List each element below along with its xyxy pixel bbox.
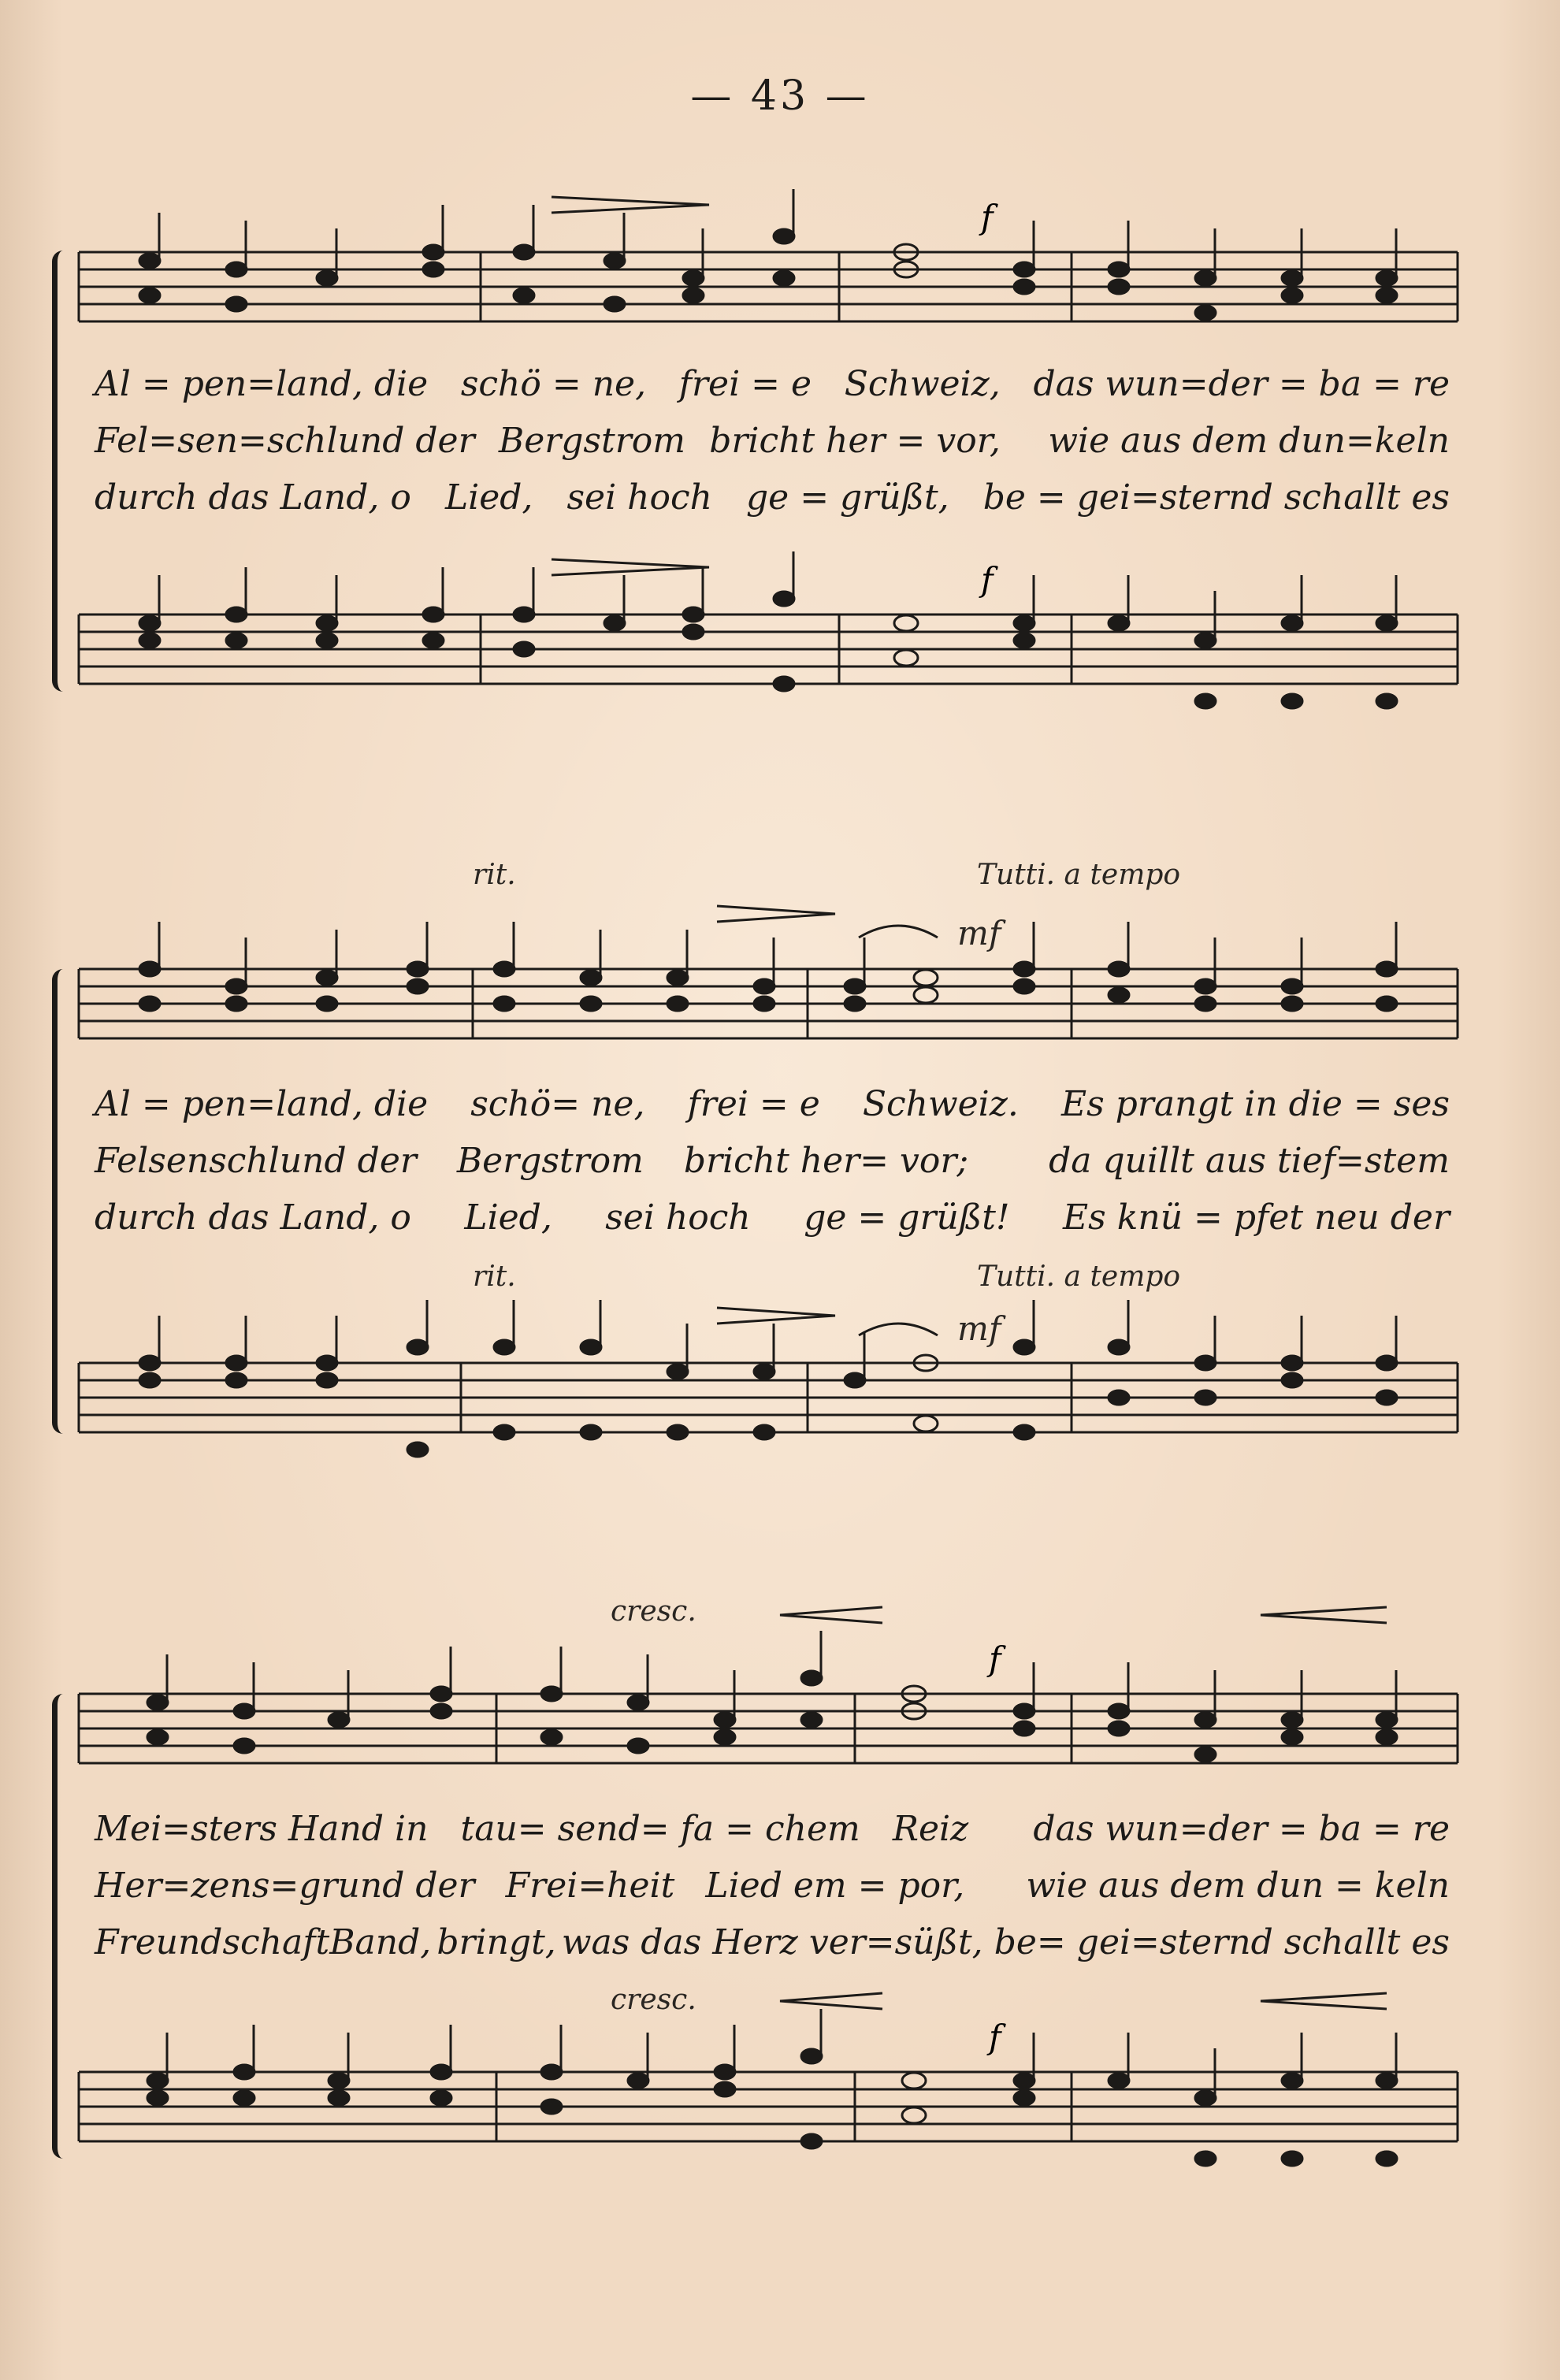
lyric-word: Mei=sters Hand in xyxy=(95,1809,429,1849)
lower-staff xyxy=(0,560,1560,733)
lyric-word: Schweiz, xyxy=(844,364,1001,404)
lyric-word: bricht her = vor, xyxy=(709,421,1001,461)
lyric-word: be= gei=sternd schallt es xyxy=(994,1922,1450,1962)
dynamic-forte: f xyxy=(989,2018,1001,2056)
lower-staff xyxy=(0,2018,1560,2190)
dynamic-forte: f xyxy=(989,1639,1001,1678)
lyric-line xyxy=(95,1084,1450,1134)
lyric-word: wie aus dem dun=keln xyxy=(1048,421,1450,461)
lyric-word: be = gei=sternd schallt es xyxy=(982,477,1450,518)
tempo-marking: Tutti. a tempo xyxy=(977,1261,1181,1293)
lyric-line xyxy=(95,477,1450,528)
lyric-word: frei = e xyxy=(678,364,812,404)
ritardando-marking: rit. xyxy=(473,859,516,891)
lyric-word: tau= send= fa = chem xyxy=(460,1809,860,1849)
lyric-word: schö= ne, xyxy=(470,1084,645,1124)
dynamic-forte: f xyxy=(981,198,994,236)
lyric-word: Her=zens=grund der xyxy=(95,1866,475,1906)
dynamic-mezzoforte: mf xyxy=(957,914,1001,952)
lyric-line xyxy=(95,421,1450,471)
upper-staff xyxy=(0,198,1560,370)
lyric-word: Lied, xyxy=(464,1197,552,1238)
crescendo-marking: cresc. xyxy=(611,1984,696,2016)
lyric-word: durch das Land, o xyxy=(95,477,411,518)
lyric-word: Lied, xyxy=(444,477,533,518)
lyric-word: Frei=heit xyxy=(505,1866,675,1906)
lyric-word: da quillt aus tief=stem xyxy=(1049,1141,1450,1181)
upper-staff xyxy=(0,1639,1560,1812)
lyric-word: sei hoch xyxy=(566,477,712,518)
dynamic-mezzoforte: mf xyxy=(957,1309,1001,1348)
lyric-word: durch das Land, o xyxy=(95,1197,411,1238)
ritardando-marking: rit. xyxy=(473,1261,516,1293)
lyric-word: Al = pen=land, die xyxy=(95,1084,429,1124)
lyric-word: Lied em = por, xyxy=(705,1866,965,1906)
lyric-word: Reiz xyxy=(892,1809,969,1849)
lyric-word: Bergstrom xyxy=(456,1141,644,1181)
lyric-line xyxy=(95,1197,1450,1248)
crescendo-marking: cresc. xyxy=(611,1595,696,1628)
lyric-word: bricht her= vor; xyxy=(683,1141,969,1181)
tempo-marking: Tutti. a tempo xyxy=(977,859,1181,891)
lyric-word: ge = grüßt! xyxy=(804,1197,1010,1238)
lyric-word: Felsenschlund der xyxy=(95,1141,417,1181)
lyric-line xyxy=(95,1141,1450,1191)
lyric-word: Es prangt in die = ses xyxy=(1060,1084,1450,1124)
lyric-word: was das Herz ver=süßt, xyxy=(561,1922,983,1962)
lyric-line xyxy=(95,1809,1450,1859)
lyric-word: FreundschaftBand, xyxy=(95,1922,432,1962)
lyric-word: bringt, xyxy=(436,1922,556,1962)
lyric-word: Bergstrom xyxy=(498,421,685,461)
lyric-word: Schweiz. xyxy=(862,1084,1019,1124)
lyric-line xyxy=(95,1866,1450,1916)
lyric-line xyxy=(95,364,1450,414)
lower-staff xyxy=(0,1347,1560,1481)
lyric-word: das wun=der = ba = re xyxy=(1033,364,1450,404)
lyric-word: sei hoch xyxy=(605,1197,751,1238)
dynamic-forte: f xyxy=(981,560,994,599)
lyric-word: Es knü = pfet neu der xyxy=(1063,1197,1450,1238)
lyric-word: das wun=der = ba = re xyxy=(1033,1809,1450,1849)
lyric-word: Fel=sen=schlund der xyxy=(95,421,475,461)
lyric-word: frei = e xyxy=(687,1084,820,1124)
lyric-word: Al = pen=land, die xyxy=(95,364,429,404)
lyric-line xyxy=(95,1922,1450,1973)
upper-staff xyxy=(0,953,1560,1087)
lyric-word: ge = grüßt, xyxy=(746,477,949,518)
lyric-word: wie aus dem dun = keln xyxy=(1026,1866,1450,1906)
page-number: — 43 — xyxy=(690,72,870,120)
lyric-word: schö = ne, xyxy=(460,364,647,404)
